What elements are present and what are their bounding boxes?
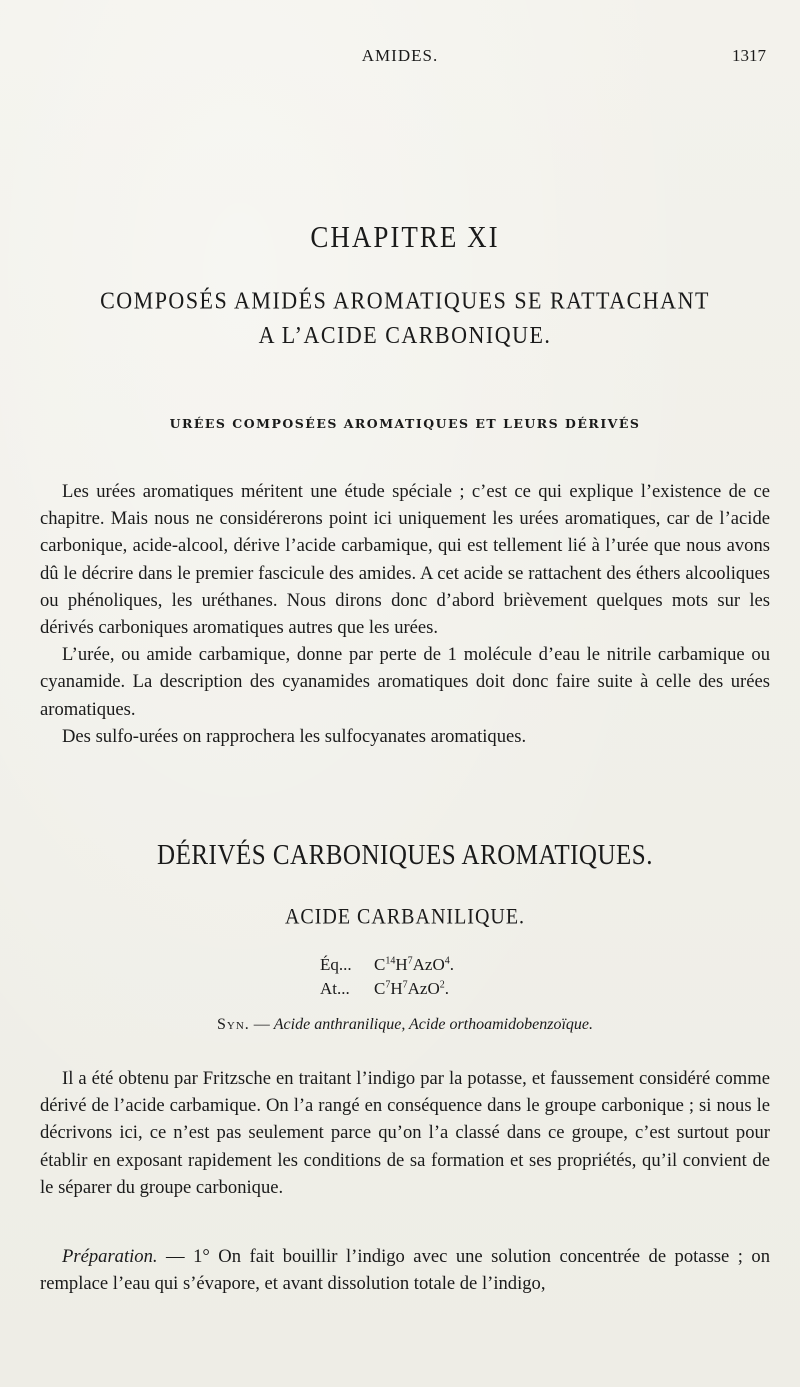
preparation-text	[40, 1243, 770, 1297]
chapter-subtitle-line-2: A L’ACIDE CARBONIQUE.	[258, 321, 552, 349]
chapter-subtitle-line-1: COMPOSÉS AMIDÉS AROMATIQUES SE RATTACHANT	[100, 286, 710, 314]
synonyms-label: Syn.	[216, 1016, 250, 1033]
equivalent-formula: Éq... $C^{14}H^7AzO^4$.	[320, 955, 454, 974]
paragraph: Il a été obtenu par Fritzsche en traitant l’indigo par la potasse, et faussement considéré comme dérivé de l’acide carbamique. On l’a rangé en conséquence dans le groupe carbonique ; si nous le décrivons ici, ce n’est pas seulement parce qu’on l’a classé dans ce groupe, c’est surtout pour établir en exposant rapidement les conditions de sa formation et ses propriétés, qu’il convient de le séparer du groupe carbonique.	[40, 1068, 770, 1198]
paragraph: L’urée, ou amide carbamique, donne par perte de 1 molécule d’eau le nitrile carbamique ou cyanamide. La description des cyanamides aromatiques doit donc faire suite à celle des urées aromatiques.	[40, 644, 770, 720]
paragraph: Préparation. — 1° On fait bouillir l’indigo avec une solution concentrée de potasse ; on remplace l’eau qui s’évapore, et avant dissolution totale de l’indigo,	[40, 1246, 770, 1295]
formula-label: At...	[320, 979, 350, 998]
section-heading: URÉES COMPOSÉES AROMATIQUES ET LEURS DÉRIVÉS	[169, 416, 641, 431]
acid-title: ACIDE CARBANILIQUE.	[284, 904, 526, 930]
intro-text	[40, 478, 770, 750]
formula-label: Éq...	[320, 955, 352, 974]
derives-heading: DÉRIVÉS CARBONIQUES AROMATIQUES.	[157, 840, 653, 871]
paragraph: Des sulfo-urées on rapprochera les sulfocyanates aromatiques.	[62, 725, 527, 747]
synonyms-names: Acide anthranilique, Acide orthoamidobenzoïque.	[273, 1016, 593, 1033]
running-head	[0, 44, 800, 68]
paragraph: Les urées aromatiques méritent une étude spéciale ; c’est ce qui explique l’existence de ce chapitre. Mais nous ne considérerons point ici uniquement les urées aromatiques, car de l’acide carbonique, acide-alcool, dérive l’acide carbamique, qui est tellement lié à l’urée que nous avons dû le décrire dans le premier fascicule des amides. A cet acide se rattachent des éthers alcooliques ou phénoliques, les uréthanes. Nous dirons donc d’abord brièvement quelques mots sur les dérivés carboniques aromatiques autres que les urées.	[40, 481, 770, 639]
page-number: 1317	[732, 46, 766, 65]
synonyms: Syn. — Acide anthranilique, Acide orthoamidobenzoïque.	[216, 1016, 593, 1033]
preparation-runin: Préparation.	[62, 1246, 158, 1267]
body-text	[40, 1065, 770, 1201]
atomic-formula: At... $C^7H^7AzO^2$.	[320, 979, 449, 998]
chapter-subtitle	[40, 283, 770, 352]
chapter-title: CHAPITRE XI	[310, 220, 500, 254]
running-title: AMIDES.	[361, 46, 439, 65]
